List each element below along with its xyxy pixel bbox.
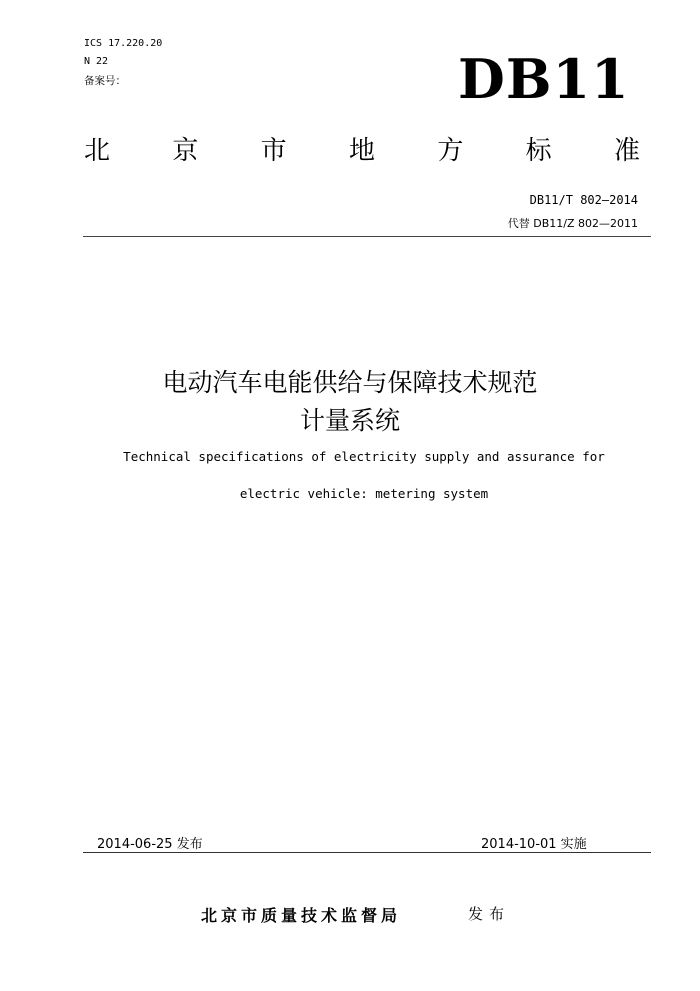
issue-date: 2014-06-25 发布 — [97, 837, 203, 852]
bottom-divider — [83, 852, 651, 853]
issuing-authority: 北京市质量技术监督局 — [201, 906, 402, 925]
standard-type-char: 北 — [84, 136, 111, 166]
title-chinese-line1: 电动汽车电能供给与保障技术规范 — [162, 368, 538, 397]
implementation-date: 2014-10-01 实施 — [481, 837, 587, 852]
title-chinese-line2: 计量系统 — [299, 406, 400, 435]
title-english-line1: Technical specifications of electricity supply and assurance for — [123, 449, 605, 464]
standard-type-char: 地 — [348, 136, 375, 166]
replaces-standard: 代替 DB11/Z 802—2011 — [507, 217, 638, 230]
top-divider — [83, 236, 651, 237]
standard-type-char: 京 — [172, 136, 199, 166]
db-logo: DB11 — [458, 47, 630, 111]
standard-number: DB11/T 802—2014 — [529, 193, 638, 207]
ics-code: ICS 17.220.20 — [84, 38, 163, 49]
publish-label: 发布 — [468, 905, 511, 923]
standard-type-char: 准 — [613, 136, 640, 166]
classification-code: N 22 — [84, 56, 109, 67]
filing-number-label: 备案号： — [84, 75, 126, 87]
standard-type-char: 市 — [260, 136, 287, 166]
standard-type-char: 方 — [437, 136, 464, 166]
standard-type-char: 标 — [525, 136, 552, 166]
title-english-line2: electric vehicle: metering system — [239, 486, 489, 501]
standard-type-heading — [84, 138, 640, 164]
